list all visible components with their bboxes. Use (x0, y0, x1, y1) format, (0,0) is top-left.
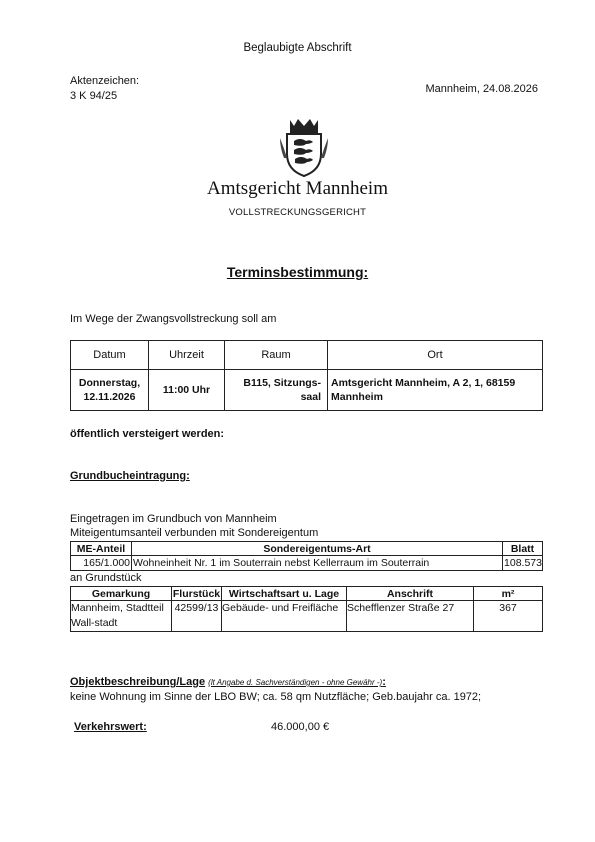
column-header: Wirtschaftsart u. Lage (222, 587, 347, 601)
appointment-date: Donnerstag, 12.11.2026 (71, 370, 149, 411)
unit-type: Wohneinheit Nr. 1 im Souterrain nebst Kellerraum im Souterrain (132, 556, 503, 571)
certified-copy-title: Beglaubigte Abschrift (243, 42, 352, 54)
column-header: Ort (328, 341, 543, 370)
object-heading-text: Objektbeschreibung/Lage (70, 676, 206, 688)
appointment-place: Amtsgericht Mannheim, A 2, 1, 68159 Mannheim (328, 370, 543, 411)
heading-colon: : (382, 676, 386, 688)
object-description-heading (70, 676, 386, 688)
column-header: Gemarkung (71, 587, 172, 601)
court-name: Amtsgericht Mannheim (207, 178, 388, 199)
column-header: Uhrzeit (149, 341, 225, 370)
plot-table (70, 586, 543, 632)
place-date: Mannheim, 24.08.2026 (425, 83, 538, 95)
intro-text: Im Wege der Zwangsvollstreckung soll am (70, 313, 277, 325)
appointment-time: 11:00 Uhr (149, 370, 225, 411)
appointment-table (70, 340, 543, 411)
court-department: VOLLSTRECKUNGSGERICHT (228, 207, 367, 218)
sheet-number: 108.573 (504, 557, 542, 569)
column-header: Blatt (503, 542, 543, 556)
column-header: ME-Anteil (71, 542, 132, 556)
share-table (70, 541, 543, 571)
share-value: 165/1.000 (71, 556, 132, 571)
table-header-row (71, 587, 543, 601)
plot-line: an Grundstück (70, 572, 142, 584)
table-header-row (71, 542, 543, 556)
table-row (71, 601, 543, 632)
land-register-heading: Grundbucheintragung: (70, 470, 190, 482)
file-number: 3 K 94/25 (70, 90, 118, 102)
property-address: Schefflenzer Straße 27 (347, 601, 474, 632)
auction-statement: öffentlich versteigert werden: (70, 428, 225, 440)
table-header-row (71, 341, 543, 370)
market-value-label: Verkehrswert: (74, 721, 147, 733)
document-title: Terminsbestimmung: (226, 264, 369, 280)
district: Mannheim, Stadtteil Wall-stadt (71, 601, 172, 632)
column-header: Sondereigentums-Art (132, 542, 503, 556)
plot-area: 367 (474, 601, 543, 632)
co-ownership-line: Miteigentumsanteil verbunden mit Sondereigentum (70, 527, 319, 539)
market-value: 46.000,00 € (271, 721, 330, 733)
parcel-number: 42599/13 (172, 601, 222, 632)
object-description: keine Wohnung im Sinne der LBO BW; ca. 58 qm Nutzfläche; Geb.baujahr ca. 1972; (70, 691, 482, 703)
column-header: Flurstück (172, 587, 221, 600)
column-header: Anschrift (347, 587, 474, 601)
column-header: Datum (71, 341, 149, 370)
column-header: Raum (225, 341, 328, 370)
appointment-room: B115, Sitzungs-saal (225, 370, 328, 411)
file-number-label: Aktenzeichen: (70, 75, 140, 87)
column-header: m² (474, 587, 543, 601)
table-row (71, 556, 543, 571)
expert-note: (lt Angabe d. Sachverständigen - ohne Gewähr -) (208, 678, 383, 687)
land-usage: Gebäude- und Freifläche (222, 601, 347, 632)
coat-of-arms-icon (278, 116, 330, 178)
register-line: Eingetragen im Grundbuch von Mannheim (70, 513, 277, 525)
table-row (71, 370, 543, 411)
